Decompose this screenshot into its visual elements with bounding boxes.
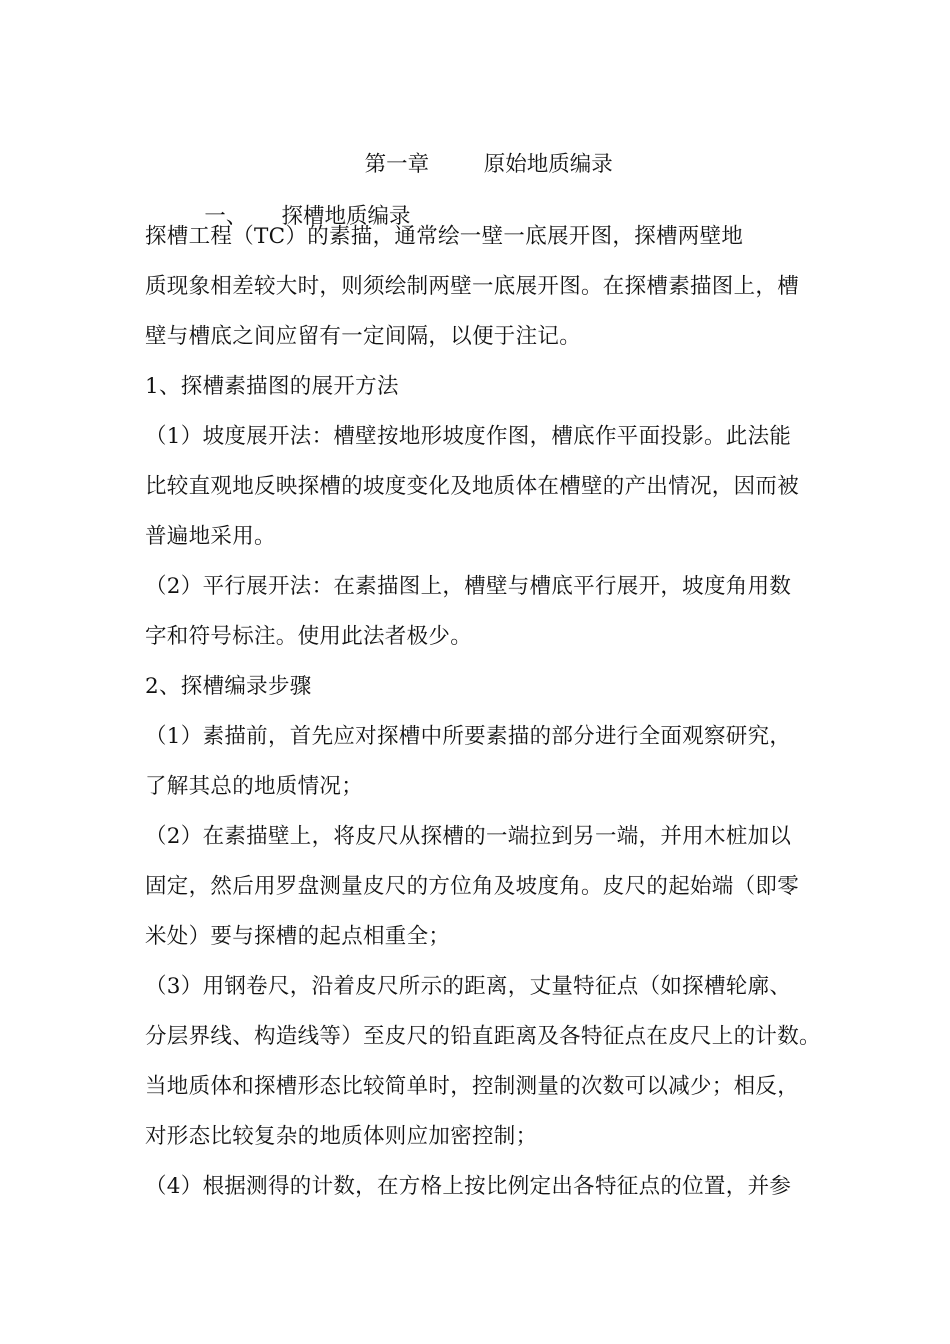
paragraph-line: 普遍地采用。 bbox=[145, 524, 276, 549]
paragraph-line: （1）素描前，首先应对探槽中所要素描的部分进行全面观察研究， bbox=[145, 724, 792, 749]
paragraph-line: 米处）要与探槽的起点相重全； bbox=[145, 924, 451, 949]
paragraph-line: 当地质体和探槽形态比较简单时，控制测量的次数可以减少；相反， bbox=[145, 1074, 800, 1099]
paragraph-line: 质现象相差较大时，则须绘制两壁一底展开图。在探槽素描图上，槽 bbox=[145, 274, 800, 299]
paragraph-line: 壁与槽底之间应留有一定间隔，以便于注记。 bbox=[145, 324, 582, 349]
section-name: 探槽地质编录 bbox=[281, 204, 411, 229]
paragraph-line: 了解其总的地质情况； bbox=[145, 774, 364, 799]
subheading-line: 2、探槽编录步骤 bbox=[145, 674, 312, 699]
section-number: 一、 bbox=[204, 204, 248, 229]
paragraph-line: （2）在素描壁上，将皮尺从探槽的一端拉到另一端，并用木桩加以 bbox=[145, 824, 792, 849]
paragraph-line: 固定，然后用罗盘测量皮尺的方位角及坡度角。皮尺的起始端（即零 bbox=[145, 874, 800, 899]
chapter-title bbox=[0, 120, 950, 210]
paragraph-line: 比较直观地反映探槽的坡度变化及地质体在槽壁的产出情况，因而被 bbox=[145, 474, 800, 499]
paragraph-line: 分层界线、构造线等）至皮尺的铅直距离及各特征点在皮尺上的计数。 bbox=[145, 1024, 821, 1049]
subheading-line: 1、探槽素描图的展开方法 bbox=[145, 374, 399, 399]
paragraph-line: 对形态比较复杂的地质体则应加密控制； bbox=[145, 1124, 538, 1149]
paragraph-line: （4）根据测得的计数，在方格上按比例定出各特征点的位置，并参 bbox=[145, 1174, 792, 1199]
chapter-number: 第一章 bbox=[364, 152, 430, 177]
paragraph-line: 字和符号标注。使用此法者极少。 bbox=[145, 624, 473, 649]
chapter-name: 原始地质编录 bbox=[483, 152, 613, 177]
paragraph-line: （2）平行展开法：在素描图上，槽壁与槽底平行展开，坡度角用数 bbox=[145, 574, 792, 599]
paragraph-line: 探槽工程（TC）的素描，通常绘一壁一底展开图，探槽两壁地 bbox=[145, 224, 744, 249]
paragraph-line: （1）坡度展开法：槽壁按地形坡度作图，槽底作平面投影。此法能 bbox=[145, 424, 792, 449]
paragraph-line: （3）用钢卷尺，沿着皮尺所示的距离，丈量特征点（如探槽轮廓、 bbox=[145, 974, 792, 999]
